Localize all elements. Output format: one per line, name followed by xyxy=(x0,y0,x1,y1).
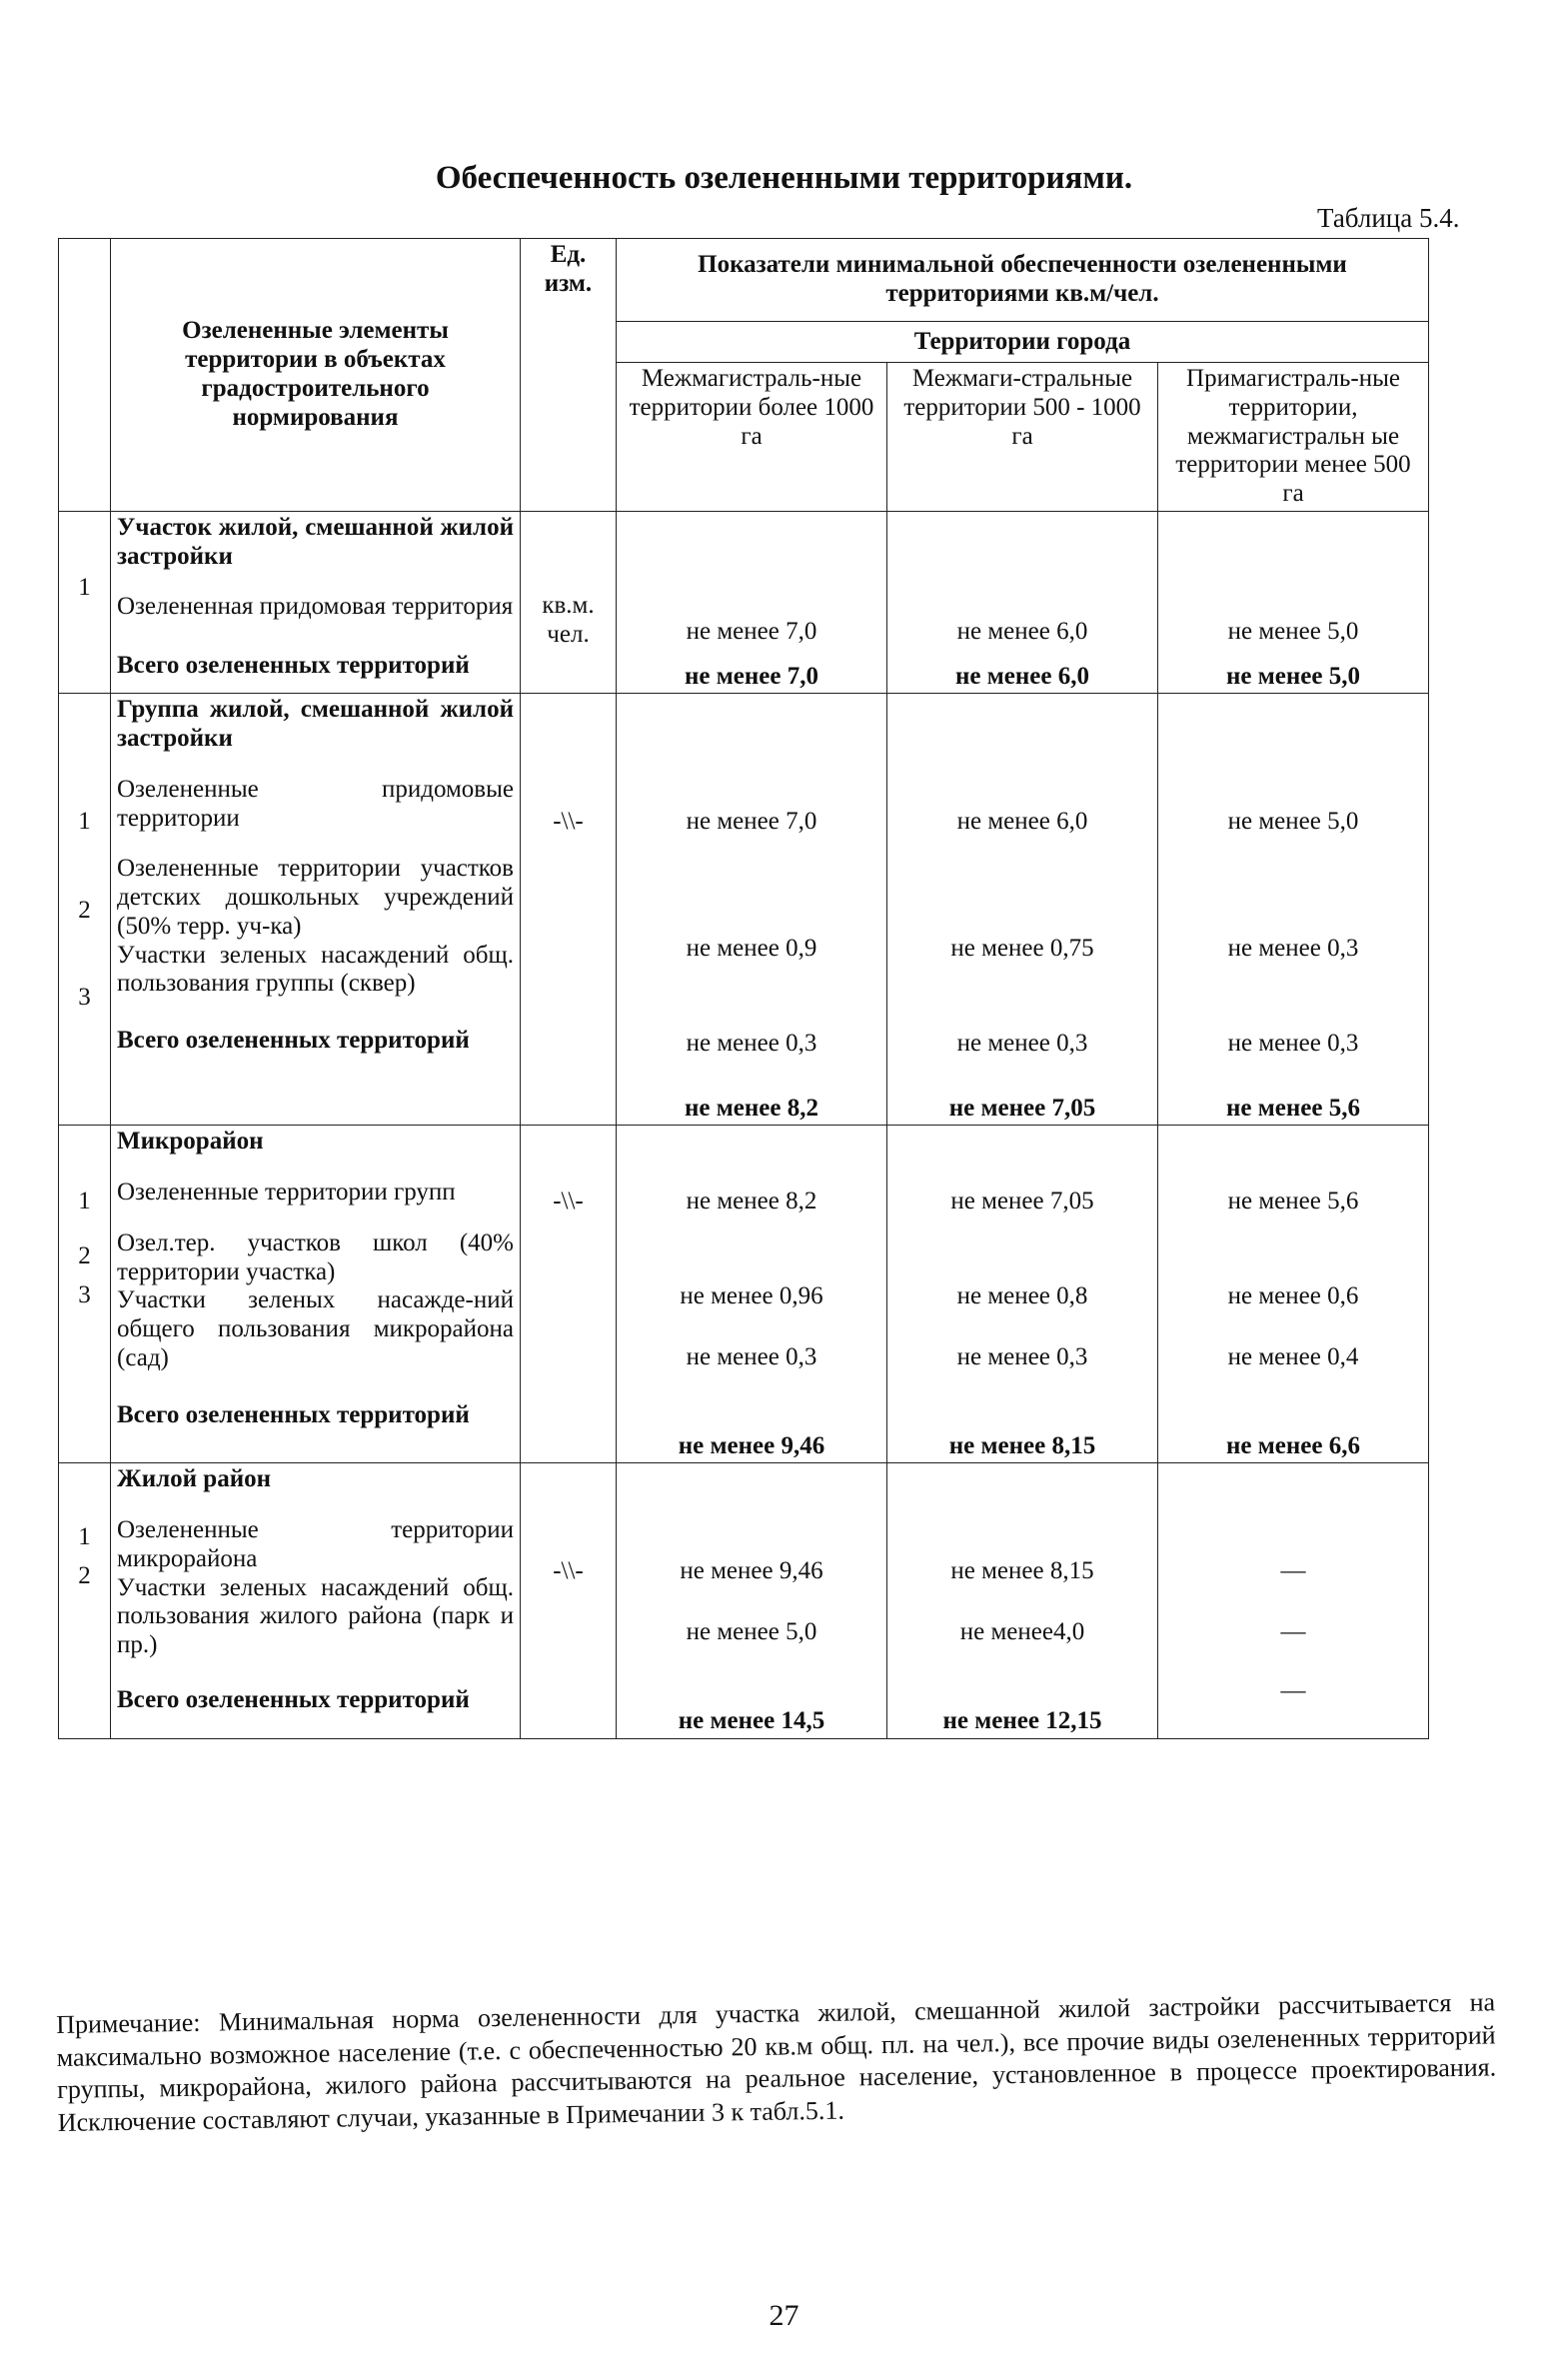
total-value: не менее 6,0 xyxy=(955,662,1089,690)
table-note: Примечание: Минимальная норма озелененности для участка жилой, смешанной жилой застройки рассчитывается на максимально возможное население (т.е. с обеспеченностью 20 кв.м общ. пл. на чел.), все прочие виды озелененных территорий группы, микрорайона, жилого района рассчитываются на реальное население, установленное в процессе проектирования. Исключение составляют случаи, указанные в Примечании 3 к табл.5.1. xyxy=(56,1987,1497,2137)
row-label: Участки зеленых насаждений общ. пользования жилого района (парк и пр.) xyxy=(117,1573,514,1658)
value-col-3: не менее 5,0 не менее 0,3 не менее 0,3 не менее 5,6 xyxy=(1158,694,1429,1126)
value-col-2: не менее 6,0 не менее 0,75 не менее 0,3 не менее 7,05 xyxy=(887,694,1158,1126)
header-unit: Ед. изм. xyxy=(521,239,617,512)
value-col-1: не менее 7,0 не менее 0,9 не менее 0,3 не менее 8,2 xyxy=(617,694,887,1126)
header-col-3: Примагистраль-ные территории, межмагистральн ые территории менее 500 га xyxy=(1158,363,1429,512)
total-label: Всего озелененных территорий xyxy=(117,652,470,679)
row-label: Озелененные придомовые территории xyxy=(117,775,514,832)
value-col-1 xyxy=(617,511,887,694)
value: не менее 7,0 xyxy=(686,617,817,645)
row-label: Участки зеленых насаждений общ. пользования группы (сквер) xyxy=(117,941,514,998)
section-cell xyxy=(111,694,521,1126)
unit-value: -\\- xyxy=(553,808,584,836)
header-num-cell xyxy=(59,239,111,512)
section-num-cell: 1 2 xyxy=(59,1463,111,1738)
total-label: Всего озелененных территорий xyxy=(117,1027,470,1054)
total-label: Всего озелененных территорий xyxy=(117,1400,470,1428)
row-label: Озелененные территории участков детских дошкольных учреждений (50% терр. уч-ка) xyxy=(117,855,514,940)
total-value: не менее 5,0 xyxy=(1226,662,1360,690)
unit-value: -\\- xyxy=(553,1557,584,1585)
value-col-2: не менее 8,15 не менее4,0 не менее 12,15 xyxy=(887,1463,1158,1738)
unit-value: -\\- xyxy=(553,1188,584,1215)
unit-cell xyxy=(521,694,617,1126)
unit-value: кв.м. чел. xyxy=(542,591,595,648)
row-label: Участки зеленых насажде-ний общего пользования микрорайона (сад) xyxy=(117,1286,514,1371)
row-label: Озелененные территории микрорайона xyxy=(117,1516,514,1572)
value-col-1: не менее 8,2 не менее 0,96 не менее 0,3 не менее 9,46 xyxy=(617,1126,887,1463)
section-title: Группа жилой, смешанной жилой застройки xyxy=(117,696,514,752)
value-col-2 xyxy=(887,511,1158,694)
table-title: Обеспеченность озелененными территориями. xyxy=(435,160,1133,196)
section-cell xyxy=(111,511,521,694)
header-indicators: Показатели минимальной обеспеченности озелененными территориями кв.м/чел. xyxy=(617,239,1429,322)
value-col-3: не менее 5,6 не менее 0,6 не менее 0,4 не менее 6,6 xyxy=(1158,1126,1429,1463)
header-col-2: Межмаги-стральные территории 500 - 1000 га xyxy=(887,363,1158,512)
value-col-3: — — — xyxy=(1158,1463,1429,1738)
value-col-2: не менее 7,05 не менее 0,8 не менее 0,3 не менее 8,15 xyxy=(887,1126,1158,1463)
page-number: 27 xyxy=(769,2299,799,2332)
row-label: Озелененные территории групп xyxy=(117,1179,456,1205)
table-number: Таблица 5.4. xyxy=(1317,203,1460,233)
header-city: Территории города xyxy=(617,322,1429,363)
unit-cell xyxy=(521,1463,617,1738)
value: не менее 5,0 xyxy=(1227,617,1359,645)
row-label: Озел.тер. участков школ (40% территории участка) xyxy=(117,1228,514,1285)
unit-cell xyxy=(521,511,617,694)
total-value: не менее 7,0 xyxy=(685,662,818,690)
section-num-cell: 1 2 3 xyxy=(59,1126,111,1463)
row-label: Озелененная придомовая территория xyxy=(117,593,514,621)
header-elements: Озелененные элементы территории в объектах градостроительного нормирования xyxy=(111,239,521,512)
greenery-table xyxy=(58,238,1429,1739)
total-label: Всего озелененных территорий xyxy=(117,1685,470,1713)
value-col-3 xyxy=(1158,511,1429,694)
header-col-1: Межмагистраль-ные территории более 1000 га xyxy=(617,363,887,512)
section-title: Участок жилой, смешанной жилой застройки xyxy=(117,513,514,570)
section-cell xyxy=(111,1463,521,1738)
section-num-cell: 1 2 3 xyxy=(59,694,111,1126)
value: не менее 6,0 xyxy=(956,617,1088,645)
section-cell xyxy=(111,1126,521,1463)
section-title: Жилой район xyxy=(117,1465,272,1493)
section-num-cell: 1 xyxy=(59,511,111,694)
unit-cell xyxy=(521,1126,617,1463)
value-col-1: не менее 9,46 не менее 5,0 не менее 14,5 xyxy=(617,1463,887,1738)
section-title: Микрорайон xyxy=(117,1128,264,1156)
